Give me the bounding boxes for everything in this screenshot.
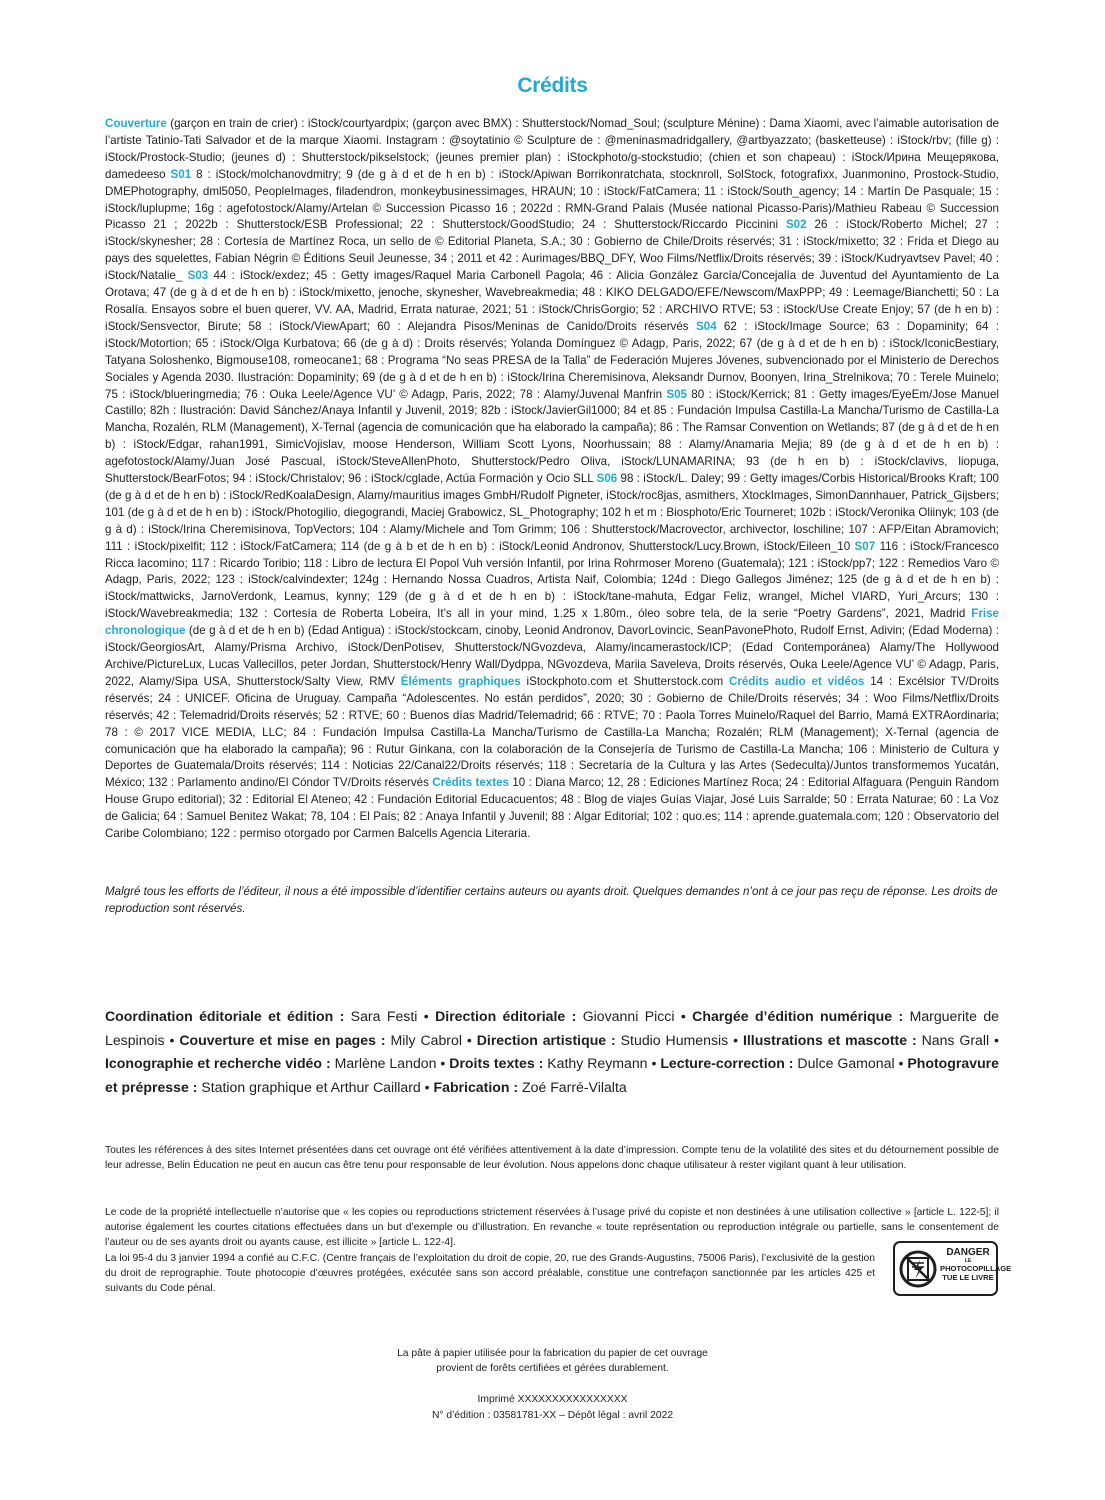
credit-section-text: 62 : iStock/Image Source; 63 : Dopaminity; 64 : iStock/Motortion; 65 : iStock/Olga Kurbatova; 66 (de g à d) : Droits réservés; Yolanda Domínguez © Adagp, Paris, 2022; 67 (de g à d et de h en b) : iStock/IconicBestiary, Tatyana Soloshenko, Bigmouse108, romeocane1; 68 : Programa “No seas PRESA de la Talla” de Federación Mujeres Jóvenes, subvencionado por el Ministerio de Derechos Sociales y Agenda 2030. Ilustración: Dopaminity; 69 (de g à d et de h en b) : iStock/Irina Cheremisinova, Aleksandr Durnov, Boonyen, Irina_Strelnikova; 70 : Terele Muinelo; 75 : iStock/blueringmedia; 76 : Ouka Leele/Agence VU’ © Adagp, Paris, 2022; 78 : Alamy/Juvenal Manfrin [105,319,999,401]
credit-section-text: 98 : iStock/L. Daley; 99 : Getty images/Corbis Historical/Brooks Kraft; 100 (de g à d et de h en b) : iStock/RedKoalaDesign, Alamy/mauritius images GmbH/Rudolf Pigneter, iStock/roc8jas, asmithers, XtockImages, SimonDannhauer, Patrick_Gijsbers; 101 (de g à d et de h en b) : iStock/Photogilio, diegograndi, Maciej Grabowicz, SL_Photography; 102 h et m : Biosphoto/Eric Tourneret; 102b : iStock/Veronika Oliinyk; 103 (de g à d) : iStock/Irina Cheremisinova, TopVectors; 104 : Alamy/Michele and Tom Grimm; 106 : Shutterstock/Macrovector, archivector, loschiline; 107 : AFP/Eitan Abramovich; 111 : iStock/pixelfit; 112 : iStock/FatCamera; 114 (de g à b et de h en b) : iStock/Leonid Andronov, Shutterstock/Lucy.Brown, iStock/Eileen_10 [105,472,999,553]
internet-notice: Toutes les références à des sites Internet présentées dans cet ouvrage ont été vérifiées attentivement à la date d’impression. Compte tenu de la volatilité des sites et du détournement possible de leur adresse, Belin Éducation ne peut en aucun cas être tenu pour responsable de leur évolution. Nous appelons donc chaque utilisateur à rester vigilant quant à leur utilisation. [105,1145,999,1172]
credit-section-label: Crédits audio et vidéos [728,674,865,688]
photocopy-book-icon [899,1248,937,1290]
credit-section-label: Éléments graphiques [400,674,521,688]
credit-section-label: S01 [170,167,192,181]
team-role: Iconographie et recherche vidéo : [105,1055,331,1071]
printed-by: Imprimé XXXXXXXXXXXXXXXX [477,1394,628,1406]
danger-logo-text [940,1247,1012,1282]
team-role: Direction éditoriale : [435,1008,577,1024]
disclaimer: Malgré tous les efforts de l’éditeur, il nous a été impossible d’identifier certains auteurs ou ayants droit. Quelques demandes n’ont à ce jour pas reçu de réponse. Les droits de reproduction sont réservés. [105,885,998,915]
credit-section-label: S06 [596,472,618,486]
credit-section-text: 116 : iStock/Francesco Ricca Iacomino; 117 : Ricardo Toribio; 118 : Libro de lectura El Popol Vuh versión Infantil, por Irina Rohrmoser Moreno (Guatemala); 121 : iStock/pp7; 122 : Remedios Varo © Adagp, Paris, 2022; 123 : iStock/calvindexter; 124g : Hernando Nossa Cuadros, Artista Naif, Colombia; 124d : Diego Gallegos Jiménez; 125 (de g à d et de h en b) : iStock/mattwicks, JarnoVerdonk, Leamus, kynny; 129 (de g à d et de h en b) : iStock/tane-mahuta, Edgar Feliz, wrangel, Michel VIARD, Yuri_Arcurs; 130 : iStock/Wavebreakmedia; 132 : Cortesía de Roberta Lobeira, It’s all in your mind, 1.25 x 1.80m., óleo sobre tela, de la serie “Poetry Gardens”, 2021, Madrid [105,539,999,621]
paper-notice-line: La pâte à papier utilisée pour la fabrication du papier de cet ouvrage [397,1348,708,1359]
team-name: Station graphique et Arthur Caillard • [197,1078,434,1095]
team-role: Chargée d’édition numérique : [692,1008,904,1024]
credit-section-text: 14 : Excélsior TV/Droits réservés; 24 : UNICEF. Oficina de Uruguay. Campaña “Adolescentes. No están perdidos”, 2020; 30 : Gobierno de Chile/Droits réservés; 34 : Woo Films/Netflix/Droits réservés; 42 : Telemadrid/Droits réservés; 52 : RTVE; 60 : Buenos días Madrid/Telemadrid; 66 : RTVE; 70 : Paola Torres Muinelo/Raquel del Barrio, Mamá EXTRAordinaria; 78 : © 2017 VICE MEDIA, LLC; 84 : Fundación Impulsa Castilla-La Mancha/Turismo de Castilla-La Mancha; Rozalén; RLM (Management); X-Ternal (agencia de comunicación que ha elaborado la campaña); 96 : Rutur Ginkana, con la colaboración de la Consejería de Turismo de Castilla-La Mancha; 106 : Ministerio de Cultura y Deportes de Guatemala/Droits réservés; 114 : Noticias 22/Canal22/Droits réservés; 118 : Secretaría de la Cultura y las Artes (Sedeculta)/Juntos transformemos Yucatán, México; 132 : Parlamento andino/El Cóndor TV/Droits réservés [105,674,999,790]
danger-photocopillage-logo [893,1241,1012,1296]
print-footer [0,1346,1105,1423]
credit-section-label: S03 [187,269,209,283]
edition-number: N° d’édition : 03581781-XX – Dépôt légal : avril 2022 [431,1409,674,1421]
team-name: Zoé Farré-Vilalta [518,1078,627,1095]
team-name: Marlène Landon • [330,1055,450,1071]
team-name: Dulce Gamonal • [793,1055,908,1071]
danger-logo-line: PHOTOCOPILLAGE [940,1264,1012,1273]
credit-section-text: iStockphoto.com et Shutterstock.com [520,674,729,688]
team-role: Fabrication : [433,1078,519,1095]
credits-paragraph [105,116,999,843]
page-title: Crédits [517,74,588,97]
legal-notice [105,1205,1012,1296]
credit-section-label: S04 [695,319,717,333]
credit-section-label: S02 [785,218,807,232]
credit-section-label: Couverture [105,117,167,130]
credit-section-label: S07 [854,539,876,553]
team-role: Droits textes : [449,1055,544,1071]
credit-section-text: 44 : iStock/exdez; 45 : Getty images/Raquel Maria Carbonell Pagola; 46 : Alicia González García/Concejalía de Juventud del Ayuntamiento de La Orotava; 47 (de g à d et de h en b) : iStock/mixetto, jenoche, skynesher, Wavebreakmedia; 48 : KIKO DELGADO/EFE/Newscom/MaxPPP; 49 : Leemage/Bianchetti; 50 : La Rosalía. Ensayos sobre el buen querer, VV. AA, Madrid, Errata naturae, 2021; 51 : iStock/ChrisGorgio; 52 : ARCHIVO RTVE; 53 : iStock/Use Create Enjoy; 57 (de h en b) : iStock/Sensvector, Birute; 58 : iStock/ViewApart; 60 : Alejandra Pisos/Meninas de Canido/Droits réservés [105,269,999,333]
team-name: Studio Humensis • [615,1031,743,1048]
paper-notice-line: provient de forêts certifiées et gérées durablement. [436,1363,669,1375]
legal-notice-text: Le code de la propriété intellectuelle n’autorise que « les copies ou reproductions strictement réservées à l’usage privé du copiste et non destinées à une utilisation collective » [article L. 122-5]; il autorise également les courtes citations effectuées dans un but d’exemple ou d’illustration. En revanche « toute représentation ou reproduction intégrale ou partielle, sans le consentement de l’auteur ou de ses ayants droit ou ayants cause, est illicite » [article L. 122-4]. [105,1207,999,1249]
team-role: Couverture et mise en pages : [179,1031,386,1048]
danger-logo-line: TUE LE LIVRE [942,1273,994,1282]
legal-notice-cfc: La loi 95-4 du 3 janvier 1994 a confié au C.F.C. (Centre français de l’exploitation du droit de copie, 20, rue des Grands-Augustins, 75006 Paris), l’exclusivité de la gestion du droit de reprographie. Toute photocopie d’œuvres protégées, exécutée sans son accord préalable, constitue une contrefaçon sanctionnée par les articles 425 et suivants du Code pénal. [105,1252,875,1295]
team-role: Direction artistique : [476,1031,616,1048]
danger-logo-line: LE [964,1258,972,1264]
credit-section-label: S05 [666,387,687,401]
team-role: Photogravure et prépresse : [105,1055,999,1095]
team-role: Coordination éditoriale et édition : [105,1008,345,1024]
team-name: Nans Grall • [916,1031,999,1048]
team-name: Marguerite de Lespinois • [105,1008,999,1048]
credit-section-text: 8 : iStock/molchanovdmitry; 9 (de g à d et de h en b) : iStock/Apiwan Borrikonratchata, stocknroll, SolStock, fotografixx, Juanmonino, Prostock-Studio, DMEPhotography, dml5050, PeopleImages, filadendron, monkeybusinessimages, HRAUN; 10 : iStock/FatCamera; 11 : iStock/South_agency; 14 : Martín De Pasquale; 15 : iStock/luplupme; 16g : agefotostock/Alamy/Artelan © Succession Picasso 16 ; 2022d : RMN-Grand Palais (Musée national Picasso-Paris)/Mathieu Rabeau © Succession Picasso 21 ; 2022b : Shutterstock/ESB Professional; 22 : Shutterstock/GoodStudio; 24 : Shutterstock/Riccardo Piccinini [105,167,999,232]
credit-section-text: (de g à d et de h en b) (Edad Antigua) : iStock/stockcam, cinoby, Leonid Andronov, DavorLovincic, SeanPavonePhoto, Rudolf Ernst, Adivin; (Edad Moderna) : iStock/GeorgiosArt, Alamy/Prisma Archivo, iStock/DenPotisev, Shutterstock/NGvozdeva, Alamy/incamerastock/ICP; (Edad Contemporánea) Alamy/The Hollywood Archive/PictureLux, Lucas Vallecillos, peter Jordan, Shutterstock/Henry Wall/Dydppa, NGvozdeva, Mariia Saveleva, Droits réservés, Ouka Leele/Agence VU’ © Adagp, Paris, 2022, Alamy/Sipa USA, Shutterstock/Salty View, RMV [105,624,999,688]
editorial-team [105,1005,999,1099]
credit-section-label: Frise chronologique [105,607,999,638]
credit-section-text: 80 : iStock/Kerrick; 81 : Getty images/EyeEm/Jose Manuel Castillo; 82h : Ilustración: David Sánchez/Anaya Infantil y Juvenil, 2019; 82b : iStock/JavierGil1000; 84 et 85 : Fundación Impulsa Castilla-La Mancha/Turismo de Castilla-La Mancha, Rozalén, RLM (Management), X-Ternal (agencia de comunicación que ha elaborado la campaña); 86 : The Ramsar Convention on Wetlands; 87 (de g à d et de h en b) : iStock/Edgar, rahan1991, SimicVojislav, moose Henderson, William Scott Lyons, Noorhussain; 88 : Alamy/Anamaria Mejia; 89 (de g à d et de h en b) : agefotostock/Alamy/Juan José Pascual, iStock/SteveAllenPhoto, Shutterstock/Pedro Oliva, iStock/LUNAMARINA; 93 (de h en b) : iStock/clavivs, liopuga, Shutterstock/BearFotos; 94 : iStock/Christalov; 96 : iStock/cglade, Actúa Formación y Ocio SLL [105,387,999,486]
credit-section-text: (garçon en train de crier) : iStock/courtyardpix; (garçon avec BMX) : Shutterstock/Nomad_Soul; (sculpture Ménine) : Dama Xiaomi, avec l’aimable autorisation de l’artiste Tatinio-Tati Salvador et de la marque Xiaomi. Instagram : @soytatinio © Sculpture de : @meninasmadridgallery, @artbyazzato; (basketteuse) : iStock/rbv; (fille g) : iStock/Prostock-Studio; (jeunes d) : Shutterstock/pikselstock; (jeunes premier plan) : iStockphoto/g-stockstudio; (chien et son chapeau) : iStock/Ирина Мещерякова, damedeeso [105,117,999,181]
team-name: Sara Festi • [344,1008,436,1024]
credit-section-text: 26 : iStock/Roberto Michel; 27 : iStock/skynesher; 28 : Cortesía de Martínez Roca, un sello de © Editorial Planeta, S.A.; 30 : Gobierno de Chile/Droits réservés; 31 : iStock/mixetto; 32 : Frida et Diego au pays des squelettes, Fabian Négrin © Éditions Seuil Jeunesse, 34 ; 2011 et 42 : Aurimages/BBQ_DFY, Woo Films/Netflix/Droits réservés; 39 : iStock/Kudryavtsev Pavel; 40 : iStock/Natalie_ [105,218,999,283]
team-role: Illustrations et mascotte : [742,1031,917,1048]
credit-section-label: Crédits textes [432,776,510,790]
danger-logo-line: DANGER [946,1247,990,1258]
team-name: Mily Cabrol • [385,1031,477,1048]
credit-section-text: 10 : Diana Marco; 12, 28 : Ediciones Martínez Roca; 24 : Editorial Alfaguara (Penguin Random House Grupo editorial); 32 : Editorial El Ateneo; 42 : Fundación Editorial Educacuentos; 48 : Blog de viajes Guías Viajar, José Luis Sarralde; 50 : Errata Naturae; 60 : La Voz de Galicia; 64 : Samuel Benitez Wakat; 78, 104 : El País; 82 : Anaya Infantil y Juvenil; 88 : Algar Editorial; 102 : quo.es; 114 : aprende.guatemala.com; 120 : Observatorio del Caribe Colombiano; 122 : permiso otorgado por Carmen Balcells Agencia Literaria. [105,776,999,841]
team-role: Lecture-correction : [660,1055,794,1071]
team-name: Kathy Reymann • [543,1055,661,1071]
team-name: Giovanni Picci • [576,1008,693,1024]
